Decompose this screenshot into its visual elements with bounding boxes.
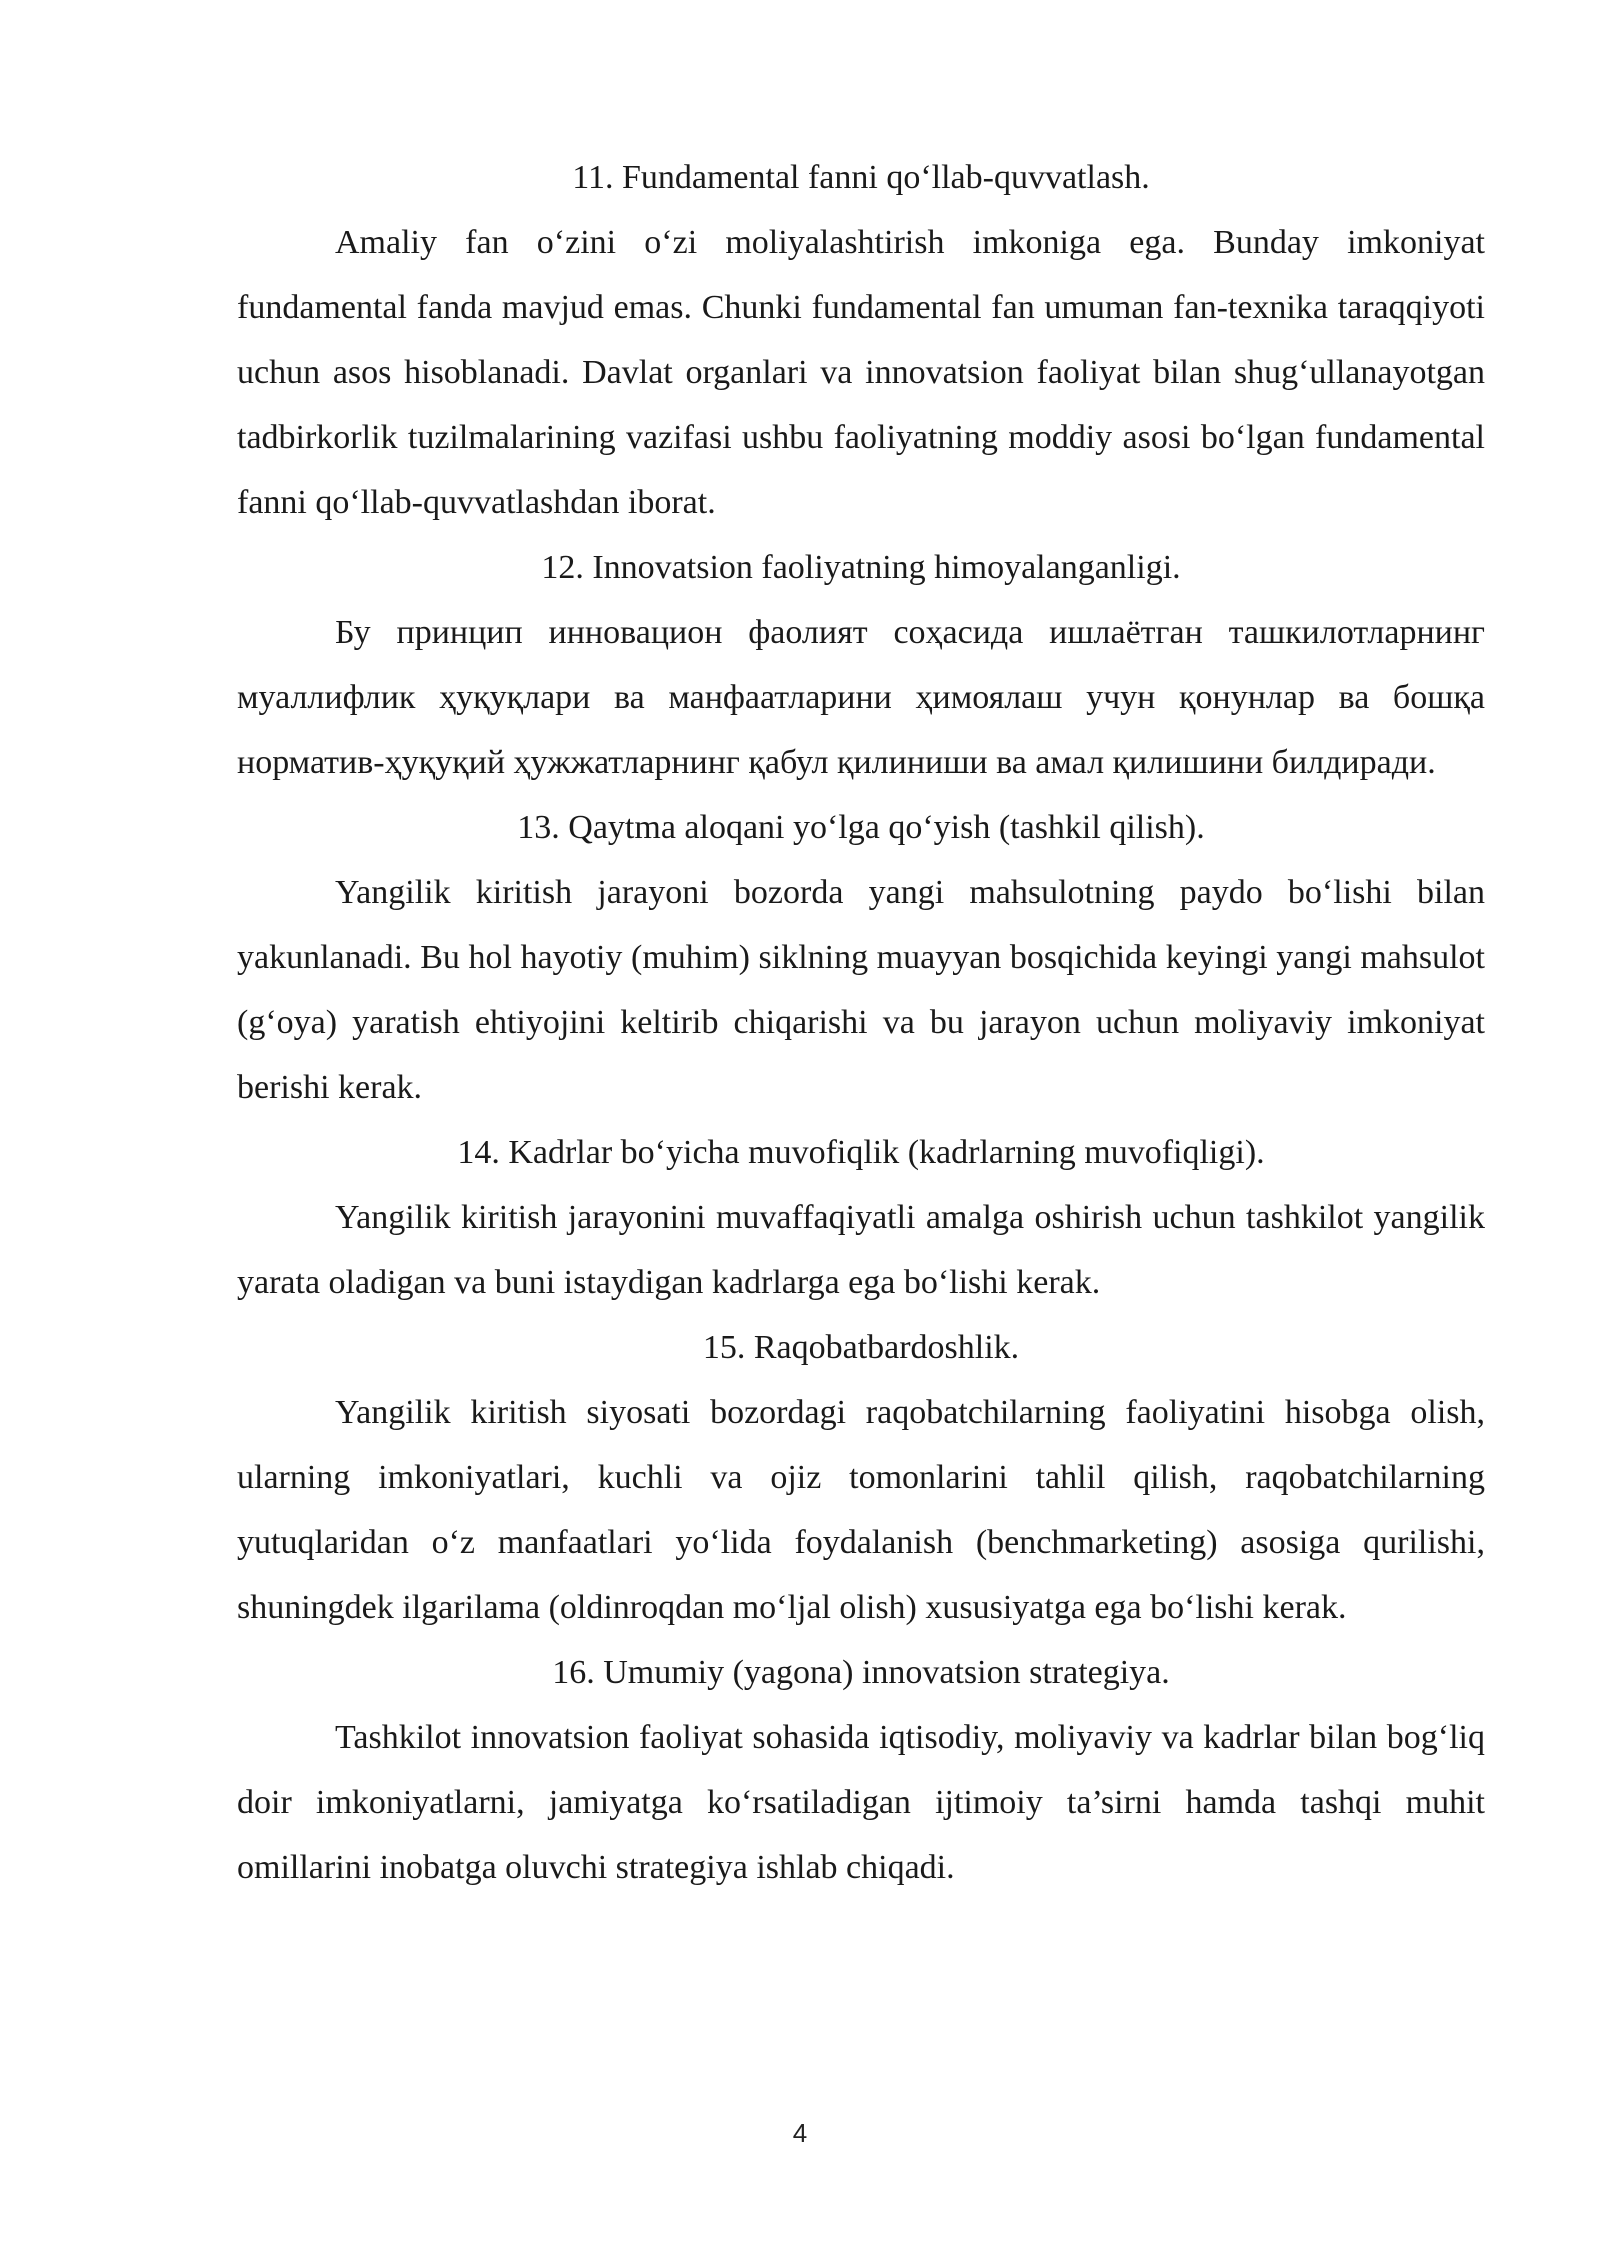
section-body-16: Tashkilot innovatsion faoliyat sohasida iqtisodiy, moliyaviy va kadrlar bilan bog‘liq doir imkoniyatlarni, jamiyatga ko‘rsatiladigan ijtimoiy ta’sirni hamda tashqi muhit omillarini inobatga oluvchi strategiya ishlab chiqadi. [237, 1719, 1485, 1886]
section-body-14: Yangilik kiritish jarayonini muvaffaqiyatli amalga oshirish uchun tashkilot yangilik yarata oladigan va buni istaydigan kadrlarga ega bo‘lishi kerak. [237, 1199, 1485, 1301]
section-heading-15: 15. Raqobatbardoshlik. [702, 1329, 1020, 1366]
page-content [237, 145, 1485, 1900]
section-heading-14: 14. Kadrlar bo‘yicha muvofiqlik (kadrlarning muvofiqligi). [457, 1134, 1265, 1171]
section-body-13: Yangilik kiritish jarayoni bozorda yangi mahsulotning paydo bo‘lishi bilan yakunlanadi. Bu hol hayotiy (muhim) siklning muayyan bosqichida keyingi yangi mahsulot (g‘oya) yaratish ehtiyojini keltirib chiqarishi va bu jarayon uchun moliyaviy imkoniyat berishi kerak. [237, 874, 1485, 1106]
page-number: 4 [792, 2118, 808, 2148]
section-heading-12: 12. Innovatsion faoliyatning himoyalanganligi. [541, 549, 1181, 586]
section-heading-11: 11. Fundamental fanni qo‘llab-quvvatlash. [572, 159, 1150, 196]
section-body-11: Amaliy fan o‘zini o‘zi moliyalashtirish imkoniga ega. Bunday imkoniyat fundamental fanda mavjud emas. Chunki fundamental fan umuman fan-texnika taraqqiyoti uchun asos hisoblanadi. Davlat organlari va innovatsion faoliyat bilan shug‘ullanayotgan tadbirkorlik tuzilmalarining vazifasi ushbu faoliyatning moddiy asosi bo‘lgan fundamental fanni qo‘llab-quvvatlashdan iborat. [237, 224, 1485, 521]
section-body-12: Бу принцип инновацион фаолият соҳасида ишлаётган ташкилотларнинг муаллифлик ҳуқуқлари ва манфаатларини ҳимоялаш учун қонунлар ва бошқа норматив-ҳуқуқий ҳужжатларнинг қабул қилиниши ва амал қилишини билдиради. [237, 614, 1485, 781]
section-heading-16: 16. Umumiy (yagona) innovatsion strategiya. [552, 1654, 1170, 1691]
section-body-15: Yangilik kiritish siyosati bozordagi raqobatchilarning faoliyatini hisobga olish, ularning imkoniyatlari, kuchli va ojiz tomonlarini tahlil qilish, raqobatchilarning yutuqlaridan o‘z manfaatlari yo‘lida foydalanish (benchmarketing) asosiga qurilishi, shuningdek ilgarilama (oldinroqdan mo‘ljal olish) xususiyatga ega bo‘lishi kerak. [237, 1394, 1485, 1626]
section-heading-13: 13. Qaytma aloqani yo‘lga qo‘yish (tashkil qilish). [517, 809, 1205, 846]
